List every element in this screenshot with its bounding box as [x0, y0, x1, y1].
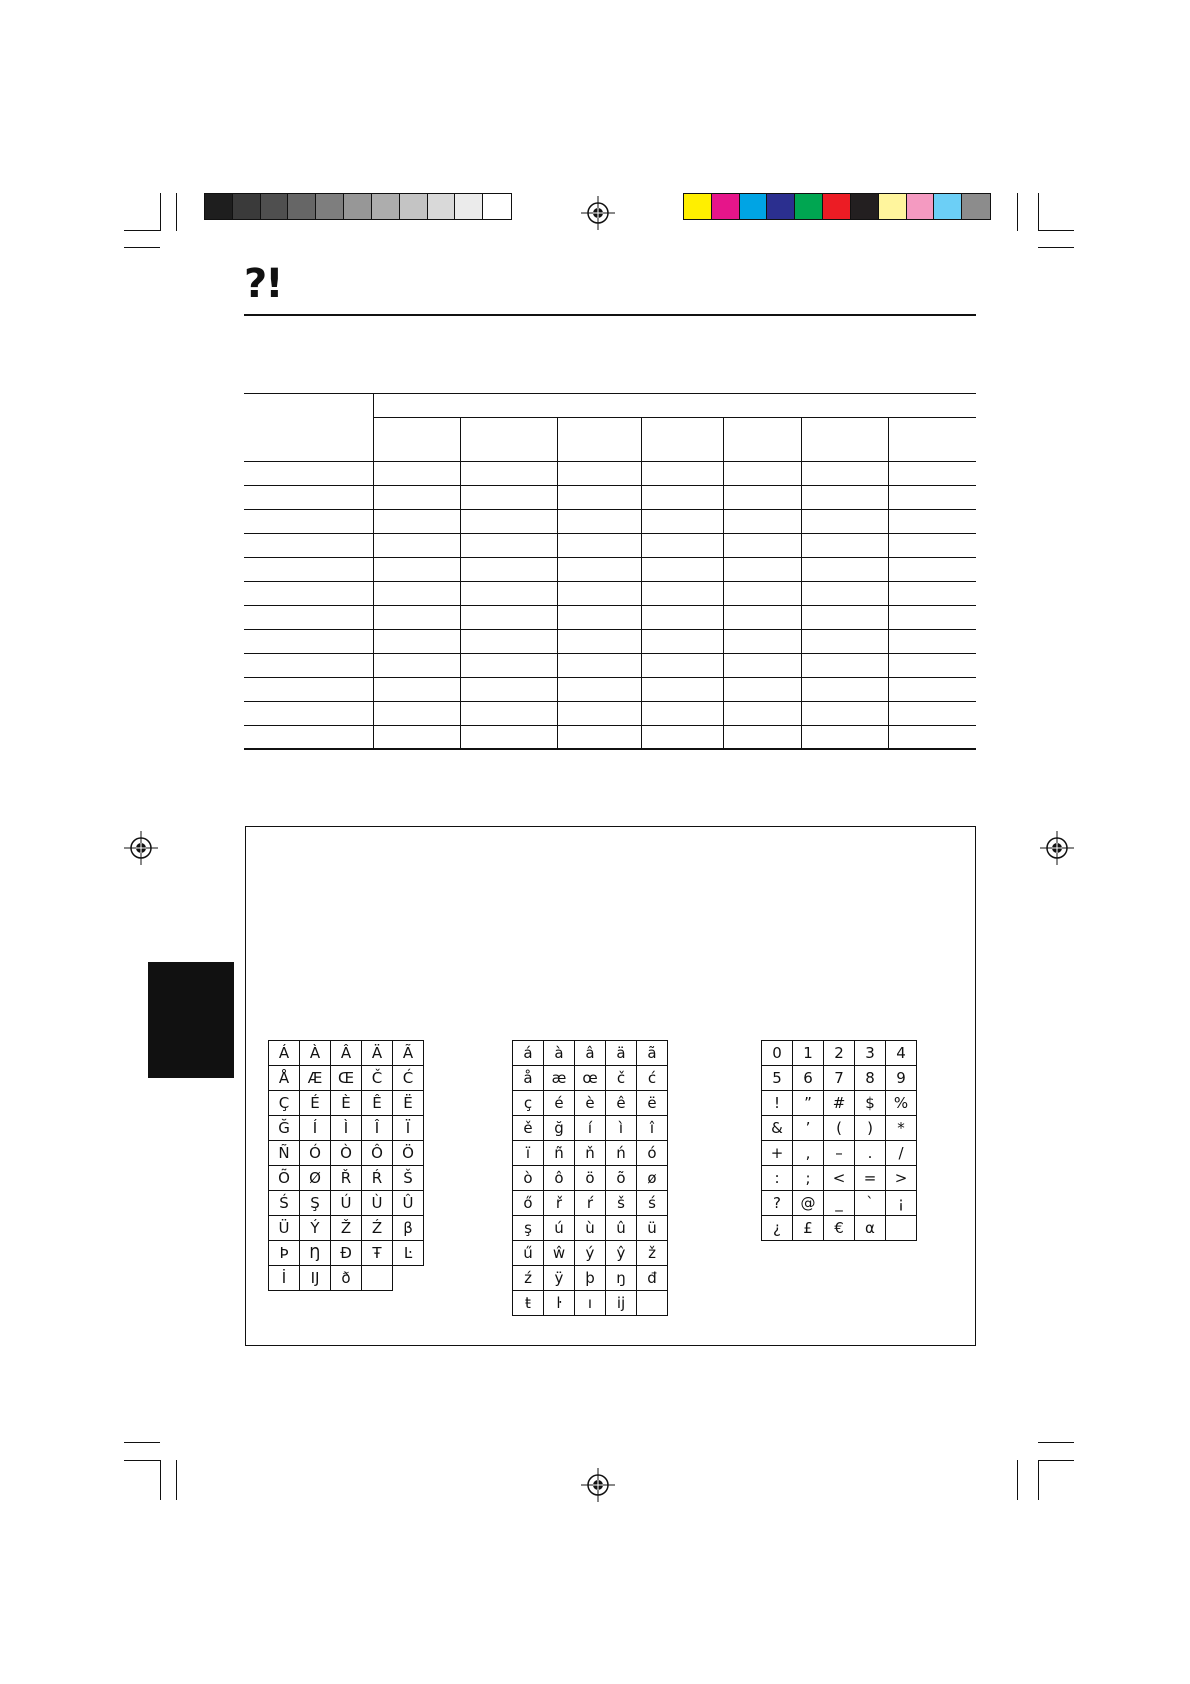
character-cell: Č [362, 1066, 393, 1091]
character-cell: – [824, 1141, 855, 1166]
table-rule [244, 653, 976, 654]
color-swatch [372, 194, 400, 219]
character-cell: Æ [300, 1066, 331, 1091]
character-cell: Ñ [269, 1141, 300, 1166]
character-cell: Á [269, 1041, 300, 1066]
crop-mark [1038, 1460, 1039, 1500]
character-cell: ã [637, 1041, 668, 1066]
character-cell: 8 [855, 1066, 886, 1091]
character-cell [637, 1291, 668, 1316]
character-cell: Â [331, 1041, 362, 1066]
character-cell: î [637, 1116, 668, 1141]
character-cell: , [793, 1141, 824, 1166]
table-row [513, 1266, 668, 1291]
character-cell: Û [393, 1191, 424, 1216]
character-cell: ` [855, 1191, 886, 1216]
character-cell: Ş [300, 1191, 331, 1216]
character-cell: ú [544, 1216, 575, 1241]
table-column-rule [557, 417, 558, 749]
character-cell: ô [544, 1166, 575, 1191]
color-swatch [962, 194, 990, 219]
character-cell: ś [637, 1191, 668, 1216]
header-rule [244, 314, 976, 316]
table-row [513, 1091, 668, 1116]
character-cell: ê [606, 1091, 637, 1116]
table-rule [244, 677, 976, 678]
character-cell: Ù [362, 1191, 393, 1216]
character-cell: ŀ [544, 1291, 575, 1316]
crop-mark [124, 230, 160, 231]
character-cell: ò [513, 1166, 544, 1191]
character-cell: Ř [331, 1166, 362, 1191]
character-cell: Ö [393, 1141, 424, 1166]
table-row [269, 1066, 424, 1091]
character-cell: £ [793, 1216, 824, 1241]
character-cell: ( [824, 1116, 855, 1141]
character-cell: ŧ [513, 1291, 544, 1316]
table-row [513, 1116, 668, 1141]
symbol-character-table [761, 1040, 917, 1241]
blank-cell [393, 1266, 424, 1291]
crop-mark [1038, 1442, 1074, 1443]
table-row [762, 1091, 917, 1116]
registration-mark-icon [1040, 831, 1074, 865]
character-cell: ŋ [606, 1266, 637, 1291]
character-cell: Ć [393, 1066, 424, 1091]
character-cell: Ã [393, 1041, 424, 1066]
crop-mark [124, 1442, 160, 1443]
character-cell: É [300, 1091, 331, 1116]
character-cell: 3 [855, 1041, 886, 1066]
character-cell: 6 [793, 1066, 824, 1091]
character-cell: í [575, 1116, 606, 1141]
character-cell: α [855, 1216, 886, 1241]
crop-mark [1038, 247, 1074, 248]
character-cell: Đ [331, 1241, 362, 1266]
crop-mark [176, 193, 177, 231]
color-swatch [740, 194, 768, 219]
character-cell: Þ [269, 1241, 300, 1266]
character-cell: æ [544, 1066, 575, 1091]
color-swatch [934, 194, 962, 219]
registration-mark-icon [124, 831, 158, 865]
character-cell: Ü [269, 1216, 300, 1241]
table-row [269, 1116, 424, 1141]
section-tab [148, 962, 234, 1078]
table-rule [244, 393, 976, 394]
character-cell: ń [606, 1141, 637, 1166]
table-column-rule [723, 417, 724, 749]
color-swatch [767, 194, 795, 219]
crop-mark [1038, 193, 1039, 231]
table-row [269, 1141, 424, 1166]
character-cell: ø [637, 1166, 668, 1191]
character-cell: % [886, 1091, 917, 1116]
color-swatch [316, 194, 344, 219]
character-cell: . [855, 1141, 886, 1166]
character-cell: û [606, 1216, 637, 1241]
table-rule [244, 629, 976, 630]
color-scale-bar [683, 193, 991, 220]
character-cell: Å [269, 1066, 300, 1091]
table-row [513, 1191, 668, 1216]
character-cell: Õ [269, 1166, 300, 1191]
character-cell: Ô [362, 1141, 393, 1166]
character-cell: ŕ [575, 1191, 606, 1216]
crop-mark [124, 1460, 160, 1461]
color-swatch [851, 194, 879, 219]
table-row [762, 1041, 917, 1066]
character-cell [886, 1216, 917, 1241]
character-cell: ; [793, 1166, 824, 1191]
uppercase-character-table [268, 1040, 424, 1291]
character-cell: ğ [544, 1116, 575, 1141]
character-cell: ř [544, 1191, 575, 1216]
character-cell: ? [762, 1191, 793, 1216]
character-cell: ë [637, 1091, 668, 1116]
character-cell: @ [793, 1191, 824, 1216]
character-cell: Ø [300, 1166, 331, 1191]
question-exclamation-icon: ?! [244, 261, 282, 307]
character-cell: ě [513, 1116, 544, 1141]
character-cell: > [886, 1166, 917, 1191]
table-row [513, 1041, 668, 1066]
character-cell: $ [855, 1091, 886, 1116]
character-cell: 4 [886, 1041, 917, 1066]
character-cell: 7 [824, 1066, 855, 1091]
color-swatch [344, 194, 372, 219]
character-cell: 5 [762, 1066, 793, 1091]
character-cell: ù [575, 1216, 606, 1241]
character-cell: ş [513, 1216, 544, 1241]
character-cell: â [575, 1041, 606, 1066]
character-cell: õ [606, 1166, 637, 1191]
table-row [513, 1216, 668, 1241]
table-rule [244, 509, 976, 510]
table-row [269, 1041, 424, 1066]
character-cell: ı [575, 1291, 606, 1316]
character-cell: 0 [762, 1041, 793, 1066]
color-swatch [483, 194, 511, 219]
color-swatch [823, 194, 851, 219]
table-row [762, 1191, 917, 1216]
table-row [513, 1241, 668, 1266]
table-column-rule [373, 393, 374, 749]
character-cell: ÿ [544, 1266, 575, 1291]
character-cell: È [331, 1091, 362, 1116]
character-cell: đ [637, 1266, 668, 1291]
color-swatch [712, 194, 740, 219]
character-cell: İ [269, 1266, 300, 1291]
character-cell: Ë [393, 1091, 424, 1116]
character-cell: ü [637, 1216, 668, 1241]
color-swatch [428, 194, 456, 219]
character-cell: 2 [824, 1041, 855, 1066]
character-cell: ű [513, 1241, 544, 1266]
character-cell: β [393, 1216, 424, 1241]
table-row [762, 1116, 917, 1141]
character-cell: < [824, 1166, 855, 1191]
crop-mark [1038, 1460, 1074, 1461]
color-swatch [233, 194, 261, 219]
table-row [762, 1216, 917, 1241]
character-cell: þ [575, 1266, 606, 1291]
table-row [513, 1066, 668, 1091]
character-cell: * [886, 1116, 917, 1141]
character-cell: Ï [393, 1116, 424, 1141]
character-cell: ì [606, 1116, 637, 1141]
crop-mark [160, 1460, 161, 1500]
crop-mark [1017, 1460, 1018, 1500]
character-cell: + [762, 1141, 793, 1166]
character-cell [362, 1266, 393, 1291]
character-cell: Ŋ [300, 1241, 331, 1266]
table-row [762, 1066, 917, 1091]
character-cell: ! [762, 1091, 793, 1116]
character-cell: ä [606, 1041, 637, 1066]
character-cell: Ú [331, 1191, 362, 1216]
crop-mark [176, 1460, 177, 1500]
table-column-rule [460, 417, 461, 749]
crop-mark [160, 193, 161, 231]
character-cell: € [824, 1216, 855, 1241]
color-swatch [879, 194, 907, 219]
character-cell: / [886, 1141, 917, 1166]
character-cell: Œ [331, 1066, 362, 1091]
character-cell: Ŧ [362, 1241, 393, 1266]
character-cell: & [762, 1116, 793, 1141]
color-swatch [795, 194, 823, 219]
table-row [513, 1141, 668, 1166]
color-swatch [205, 194, 233, 219]
character-cell: ŵ [544, 1241, 575, 1266]
color-swatch [684, 194, 712, 219]
character-cell: Ê [362, 1091, 393, 1116]
color-swatch [455, 194, 483, 219]
table-column-rule [641, 417, 642, 749]
table-rule [244, 605, 976, 606]
character-cell: ć [637, 1066, 668, 1091]
character-cell: è [575, 1091, 606, 1116]
registration-mark-icon [581, 196, 615, 230]
character-cell: ’ [793, 1116, 824, 1141]
character-cell: Š [393, 1166, 424, 1191]
character-cell: Ó [300, 1141, 331, 1166]
character-cell: é [544, 1091, 575, 1116]
table-row [513, 1166, 668, 1191]
table-column-rule [888, 417, 889, 749]
character-cell: Ś [269, 1191, 300, 1216]
color-swatch [400, 194, 428, 219]
character-cell: ź [513, 1266, 544, 1291]
table-rule [244, 557, 976, 558]
table-rule [373, 417, 976, 418]
table-row [762, 1166, 917, 1191]
color-swatch [288, 194, 316, 219]
color-swatch [261, 194, 289, 219]
character-cell: : [762, 1166, 793, 1191]
character-cell: ö [575, 1166, 606, 1191]
character-cell: å [513, 1066, 544, 1091]
character-cell: Ğ [269, 1116, 300, 1141]
character-cell: Î [362, 1116, 393, 1141]
table-rule [244, 701, 976, 702]
table-row [269, 1266, 424, 1291]
character-cell: ç [513, 1091, 544, 1116]
character-cell: Ì [331, 1116, 362, 1141]
character-cell: _ [824, 1191, 855, 1216]
table-row [269, 1191, 424, 1216]
character-cell: 1 [793, 1041, 824, 1066]
character-cell: Ž [331, 1216, 362, 1241]
character-cell: ¡ [886, 1191, 917, 1216]
character-cell: Í [300, 1116, 331, 1141]
table-rule [244, 485, 976, 486]
character-cell: ) [855, 1116, 886, 1141]
character-cell: ž [637, 1241, 668, 1266]
table-rule [244, 461, 976, 462]
character-cell: 9 [886, 1066, 917, 1091]
character-cell: ő [513, 1191, 544, 1216]
gray-scale-bar [204, 193, 512, 220]
crop-mark [124, 247, 160, 248]
character-cell: ¿ [762, 1216, 793, 1241]
character-cell: à [544, 1041, 575, 1066]
table-row [269, 1091, 424, 1116]
character-cell: š [606, 1191, 637, 1216]
table-rule [244, 725, 976, 726]
registration-mark-icon [581, 1468, 615, 1502]
character-cell: # [824, 1091, 855, 1116]
table-rule [244, 581, 976, 582]
table-rule [244, 748, 976, 750]
character-cell: ð [331, 1266, 362, 1291]
character-cell: = [855, 1166, 886, 1191]
table-row [513, 1291, 668, 1316]
table-row [269, 1241, 424, 1266]
character-cell: ĳ [606, 1291, 637, 1316]
table-column-rule [801, 417, 802, 749]
character-cell: č [606, 1066, 637, 1091]
character-cell: ñ [544, 1141, 575, 1166]
character-cell: À [300, 1041, 331, 1066]
table-row [269, 1216, 424, 1241]
crop-mark [1017, 193, 1018, 231]
table-rule [244, 533, 976, 534]
character-cell: Ź [362, 1216, 393, 1241]
crop-mark [1038, 230, 1074, 231]
character-cell: Ŕ [362, 1166, 393, 1191]
character-cell: ŷ [606, 1241, 637, 1266]
character-cell: Ç [269, 1091, 300, 1116]
character-cell: Ý [300, 1216, 331, 1241]
table-row [269, 1166, 424, 1191]
character-cell: Ĳ [300, 1266, 331, 1291]
character-cell: ï [513, 1141, 544, 1166]
character-cell: ” [793, 1091, 824, 1116]
character-cell: ý [575, 1241, 606, 1266]
character-cell: ň [575, 1141, 606, 1166]
color-swatch [907, 194, 935, 219]
character-cell: Ò [331, 1141, 362, 1166]
table-row [762, 1141, 917, 1166]
character-cell: ó [637, 1141, 668, 1166]
lowercase-character-table [512, 1040, 668, 1316]
character-cell: Ŀ [393, 1241, 424, 1266]
character-cell: Ä [362, 1041, 393, 1066]
character-cell: œ [575, 1066, 606, 1091]
character-cell: á [513, 1041, 544, 1066]
